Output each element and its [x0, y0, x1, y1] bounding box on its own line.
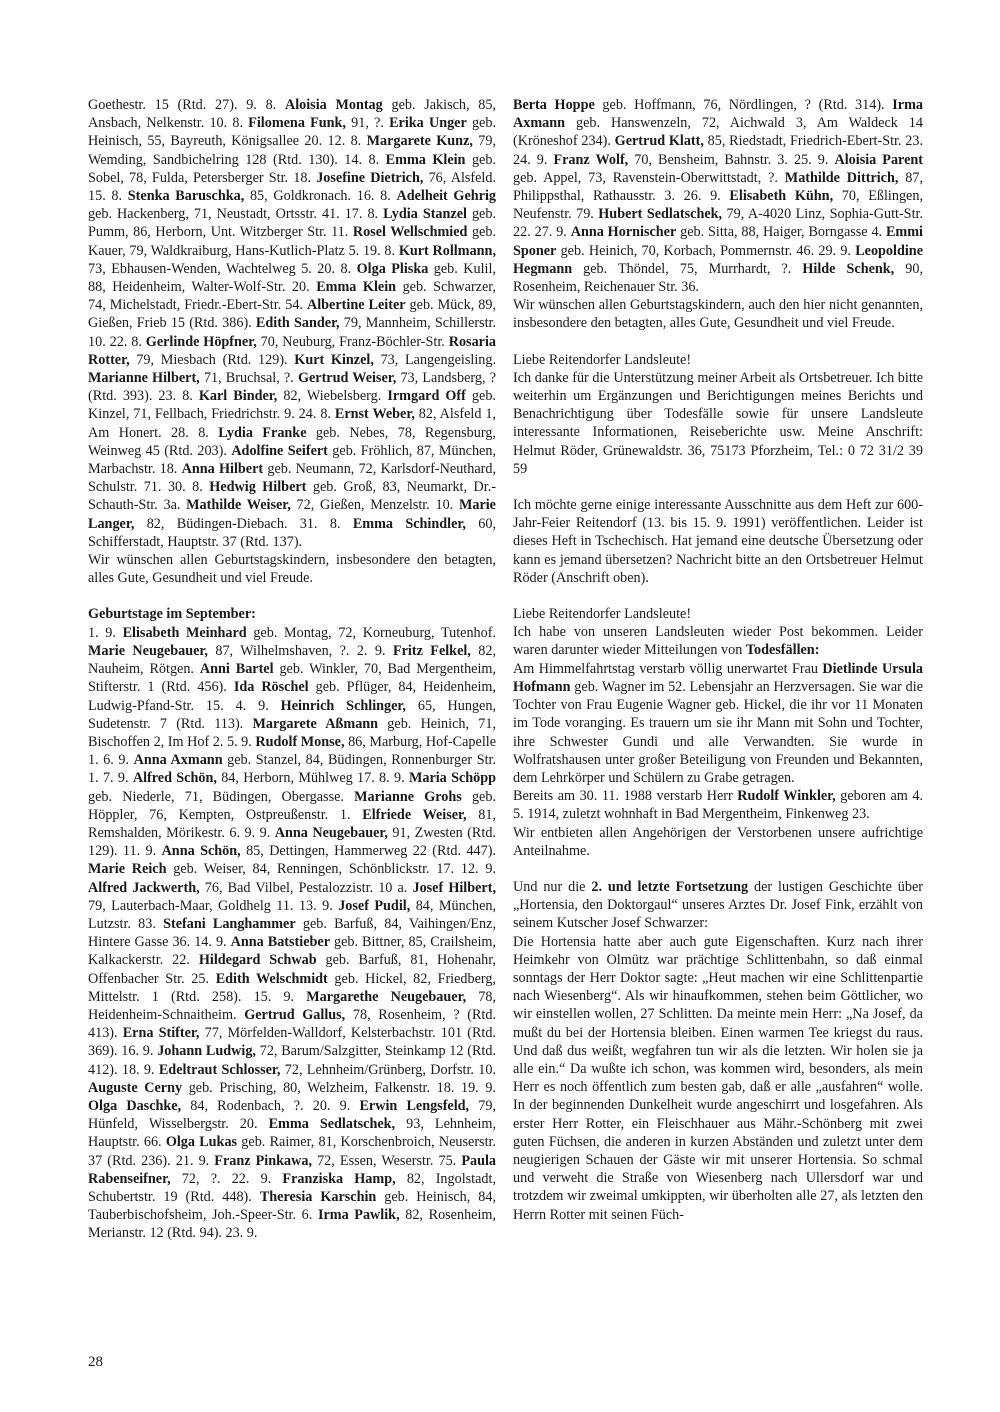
text-run: geb. Fröhlich, 87, München, Marbachstr. 18.	[88, 442, 496, 478]
bold-name: Marianne Grohs	[354, 788, 462, 805]
text-run: geb. Groß, 83, Neumarkt, Dr.-Schauth-Str. 3a.	[88, 479, 496, 514]
text-run: geb. Prisching, 80, Welzheim, Falkenstr. 18. 19. 9.	[182, 1079, 496, 1096]
text-run: 78, Rosenheim, ? (Rtd. 413).	[88, 1006, 496, 1042]
text-run: geb. Heinich, 70, Korbach, Pommernstr. 46. 29. 9.	[556, 242, 856, 259]
text-run: geb. Thöndel, 75, Murrhardt, ?.	[572, 260, 803, 277]
bold-name: Rosaria Rotter,	[88, 333, 496, 368]
text-run: 84, Herborn, Mühlweg 17. 8. 9.	[216, 770, 409, 787]
text-run: 86, Marburg, Hof-Capelle 1. 6. 9.	[88, 733, 497, 769]
bold-name: Stefani Langhammer	[163, 915, 296, 932]
bold-name: Irma Pawlik,	[317, 1207, 400, 1224]
bold-name: Erika Unger	[389, 115, 467, 132]
september-birthday-list	[88, 624, 496, 1243]
letter-salutation-2: Liebe Reitendorfer Landsleute!	[513, 606, 692, 623]
text-run: Bereits am 30. 11. 1988 verstarb Herr	[513, 788, 738, 805]
bold-name: Berta Hoppe	[513, 97, 595, 113]
text-run: der lustigen Geschichte über „Hortensia, den Doktorgaul“ unseres Arztes Dr. Josef Fink, erzählt von seinem Kutscher Josef Schwarzer:	[513, 878, 923, 932]
bold-name: Alfred Jackwerth,	[88, 879, 200, 896]
text-run: 73, Landsberg, ? (Rtd. 393). 23. 8.	[88, 370, 496, 405]
bold-name: 2. und letzte Fortsetzung	[591, 878, 749, 895]
text-run: 81, Remshalden, Mörikestr. 6. 9. 9.	[88, 806, 497, 841]
text-run: 79, Mannheim, Schillerstr. 10. 22. 8.	[88, 315, 496, 350]
september-birthday-list-continued	[513, 96, 923, 296]
bold-name: Gertrud Klatt,	[614, 133, 704, 150]
text-run: 79, Miesbach (Rtd. 129).	[129, 351, 295, 368]
bold-name: Edith Sander,	[255, 315, 340, 332]
text-run: 91, ?.	[345, 115, 390, 132]
text-run: 73, Langengeisling.	[373, 351, 497, 368]
text-run: geb. Hanswenzeln, 72, Aichwald 3, Am Waldeck 14 (Kröneshof 234).	[513, 115, 923, 150]
bold-name: Ernst Weber,	[334, 406, 415, 423]
text-run: 72, Lehnheim/Grünberg, Dorfstr. 10.	[280, 1061, 496, 1078]
text-run: 91, Zwesten (Rtd. 129). 11. 9.	[88, 824, 496, 860]
bold-name: Franz Pinkawa,	[214, 1152, 312, 1169]
text-run: geb. Winkler, 70, Bad Mergentheim, Stifterstr. 1 (Rtd. 456).	[88, 661, 496, 696]
text-run: geb. Hickel, 82, Friedberg, Mittelstr. 1 (Rtd. 258). 15. 9.	[88, 970, 497, 1005]
bold-name: Anni Bartel	[199, 661, 274, 678]
bold-name: Rosel Wellschmied	[352, 224, 468, 241]
bold-name: Auguste Cerny	[88, 1079, 183, 1096]
bold-name: Franz Wolf,	[553, 151, 629, 168]
text-run: geb. Appel, 73, Ravenstein-Oberwittstadt, ?.	[513, 169, 785, 186]
bold-name: Gertrud Weiser,	[297, 370, 397, 387]
letter-body: Ich danke für die Unterstützung meiner Arbeit als Ortsbetreuer. Ich bitte weiterhin um Ergänzungen und Berichtigungen meines Berichts und Benachrichtigung über Todesfälle sowie für unsere Landsleute interessante Informationen, Reiseberichte usw. Meine Anschrift: Helmut Röder, Grünewaldstr. 36, 75173 Pforzheim, Tel.: 0 72 31/2 39 59	[513, 369, 923, 477]
bold-name: Josef Pudil,	[338, 897, 411, 914]
bold-name: Josefine Dietrich,	[316, 169, 424, 186]
bold-name: Olga Pliska	[356, 260, 429, 277]
bold-name: Edith Welschmidt	[215, 970, 328, 987]
text-run: 82, Rosenheim, Merianstr. 12 (Rtd. 94). 23. 9.	[88, 1207, 496, 1242]
text-run: geb. Nebes, 78, Regensburg, Weinweg 45 (Rtd. 203).	[88, 424, 496, 459]
bold-name: Margarete Kunz,	[366, 133, 473, 150]
text-run: 84, München, Lutzstr. 83.	[88, 897, 497, 932]
text-run: 82, Büdingen-Diebach. 31. 8.	[134, 515, 353, 532]
bold-name: Anna Hornischer	[570, 224, 677, 241]
text-run: geb. Heinisch, 55, Bayreuth, Königsallee 20. 12. 8.	[88, 115, 496, 150]
bold-name: Hubert Sedlatschek,	[598, 206, 723, 223]
text-run: geb. Heinisch, 84, Tauberbischofsheim, Joh.-Speer-Str. 6.	[88, 1188, 496, 1224]
text-run: 93, Lehnheim, Hauptstr. 66.	[88, 1116, 496, 1151]
text-run: 85, Riedstadt, Friedrich-Ebert-Str. 23. 24. 9.	[513, 133, 924, 168]
text-run: 60, Schifferstadt, Hauptstr. 37 (Rtd. 137).	[88, 515, 496, 550]
text-run: geb. Kinzel, 71, Fellbach, Friedrichstr. 9. 24. 8.	[88, 388, 496, 423]
bold-name: Fritz Felkel,	[392, 642, 471, 659]
bold-name: Emma Sedlatschek,	[268, 1116, 396, 1133]
page-number: 28	[88, 1354, 103, 1370]
bold-name: Theresia Karschin	[259, 1188, 377, 1205]
bold-name: Kurt Rollmann,	[398, 242, 496, 259]
text-run: geb. Heinich, 71, Bischoffen 2, Im Hof 2. 5. 9.	[88, 715, 496, 750]
bold-name: Mathilde Weiser,	[186, 497, 291, 514]
text-run: 82, Ingolstadt, Schubertstr. 19 (Rtd. 448).	[88, 1170, 497, 1205]
bold-name: Rudolf Winkler,	[737, 788, 836, 805]
bold-name: Edeltraut Schlosser,	[158, 1061, 281, 1078]
bold-name: Elisabeth Meinhard	[122, 624, 247, 641]
bold-name: Gertrud Gallus,	[244, 1006, 346, 1023]
story-body: Die Hortensia hatte aber auch gute Eigenschaften. Kurz nach ihrer Heimkehr von Olmütz war prächtige Schlittenbahn, so daß einmal sonntags der Herr Doktor sagte: „Heut machen wir eine Schlittenpartie nach Wiesenberg“. Als wir hinaufkommen, stehen beim Göttlicher, wo wir einstellen wollen, 27 Schlitten. Da meinte mein Herr: „Na Josef, da mußt du bei der Hortensia bleiben. Einen warmen Tee kriegst du raus. Und daß dus weißt, wegfahren tun wir als die letzten. Wir holen sie ja alle ein.“ Da wußte ich schon, was kommen wird, besonders, als mein Herr es noch öffentlich zum besten gab, daß er alle „ausfahren“ wolle. In der beginnenden Dunkelheit wurde angeschirrt und losgefahren. Als erster Herr Rotter, ein Fleischhauer aus Mähr.-Schönberg mit zwei guten Füchsen, die anderen in kurzen Abständen und zuletzt unter dem neugierigen Schauen der Gäste wir mit unserer Hortensia. So schmal und verweht die Straße von Wiesenberg nach Ullersdorf war und trotzdem wir zweimal umkippten, wir überholten alle 27, als letzten den Herrn Rotter mit seinen Füch-	[513, 933, 923, 1223]
august-birthday-list	[88, 96, 496, 551]
bold-name: Mathilde Dittrich,	[784, 169, 899, 186]
text-run: 79, Hünfeld, Wisselbergstr. 20.	[88, 1097, 497, 1133]
september-wish: Wir wünschen allen Geburtstagskindern, auch den hier nicht genannten, insbesondere den betagten, alles Gute, Gesundheit und viel Freude.	[513, 297, 923, 332]
bold-name: Filomena Funk,	[248, 115, 346, 132]
text-run: geboren am 4. 5. 1914, zuletzt wohnhaft in Bad Mergentheim, Finkenweg 23.	[513, 788, 923, 823]
right-column	[513, 96, 923, 1224]
text-run: 90, Rosenheim, Reichenauer Str. 36.	[513, 260, 924, 296]
text-run: geb. Pumm, 86, Herborn, Unt. Witzberger Str. 11.	[88, 206, 496, 241]
bold-name: Hildegard Schwab	[198, 952, 317, 969]
text-run: 87, Wilhelmshaven, ?. 2. 9.	[207, 642, 393, 659]
text-run: 79, Lauterbach-Maar, Goldhelg 11. 13. 9.	[88, 897, 339, 914]
bold-name: Irmgard Off	[387, 388, 466, 405]
bold-name: Heinrich Schlinger,	[280, 697, 406, 714]
text-run: Goethestr. 15 (Rtd. 27). 9. 8.	[88, 97, 285, 113]
bold-name: Franziska Hamp,	[282, 1170, 396, 1187]
bold-name: Marianne Hilbert,	[88, 370, 200, 387]
text-run: 79, Wemding, Sandbichelring 128 (Rtd. 130). 14. 8.	[88, 133, 497, 168]
bold-name: Leopoldine Hegmann	[513, 242, 923, 277]
text-run: 72, Essen, Weserstr. 75.	[312, 1152, 462, 1169]
bold-name: Adelheit Gehrig	[396, 188, 496, 205]
text-run: geb. Wagner im 52. Lebensjahr an Herzversagen. Sie war die Tochter von Frau Eugenie Wagner geb. Hickel, die ihr vor 11 Monaten im Tode voranging. Es trauern um sie ihr Mann mit Sohn und Tochter, ihre Schwester Gundi und alle Verwandten. Sie wurde in Wolfratshausen unter großer Beteiligung von Freunden und Bekannten, dem Lehrkörper und Schülern zu Grabe getragen.	[513, 678, 923, 786]
bold-name: Margarete Aßmann	[252, 715, 379, 732]
death-notice-hofmann	[513, 660, 923, 787]
bold-name: Emma Klein	[385, 151, 466, 168]
bold-name: Anna Neugebauer,	[274, 824, 388, 841]
text-run: geb. Jakisch, 85, Ansbach, Nelkenstr. 10. 8.	[88, 97, 496, 132]
text-run: 70, Neuburg, Franz-Böchler-Str.	[256, 333, 449, 350]
text-run: geb. Mück, 89, Gießen, Frieb 15 (Rtd. 386).	[88, 297, 496, 332]
text-run: 84, Rodenbach, ?. 20. 9.	[181, 1097, 360, 1114]
bold-name: Anna Axmann	[133, 752, 223, 769]
text-run: 65, Hungen, Sudetenstr. 7 (Rtd. 113).	[88, 697, 496, 732]
bold-name: Emma Schindler,	[352, 515, 466, 532]
bold-name: Anna Schön,	[161, 843, 241, 860]
bold-name: Marie Langer,	[88, 497, 496, 532]
text-run: geb. Weiser, 84, Renningen, Schönblickstr. 17. 12. 9.	[166, 861, 497, 878]
text-run: 71, Bruchsal, ?.	[199, 370, 298, 387]
bold-name: Anna Batstieber	[230, 934, 330, 951]
deaths-intro	[513, 623, 923, 659]
text-run: 72, Barum/Salzgitter, Steinkamp 12 (Rtd. 412). 18. 9.	[88, 1043, 496, 1078]
deaths-intro-text: Ich habe von unseren Landsleuten wieder Post bekommen. Leider waren darunter wieder Mitteilungen von	[513, 624, 923, 659]
text-run: 85, Goldkronach. 16. 8.	[244, 188, 397, 205]
bold-name: Lydia Franke	[218, 424, 307, 441]
text-run: 87, Philippsthal, Rathausstr. 3. 26. 9.	[513, 169, 923, 205]
text-run: geb. Sitta, 88, Haiger, Borngasse 4.	[676, 224, 886, 241]
bold-name: Hedwig Hilbert	[209, 479, 307, 496]
bold-name: Johann Ludwig,	[157, 1043, 256, 1060]
text-run: 82, Nauheim, Rötgen.	[88, 642, 496, 678]
text-run: geb. Bittner, 85, Crailsheim, Kalkackerstr. 22.	[88, 934, 497, 969]
text-run: Am Himmelfahrtstag verstarb völlig unerwartet Frau	[513, 660, 823, 677]
text-run: geb. Höppler, 76, Kempten, Ostpreußenstr. 1.	[88, 788, 496, 823]
bold-name: Stenka Baruschka,	[127, 188, 245, 205]
bold-name: Alfred Schön,	[132, 770, 217, 787]
bold-name: Aloisia Montag	[284, 97, 383, 113]
bold-name: Ida Röschel	[233, 679, 309, 696]
letter-salutation: Liebe Reitendorfer Landsleute!	[513, 351, 692, 368]
bold-name: Emmi Sponer	[513, 224, 923, 259]
bold-name: Olga Daschke,	[88, 1097, 182, 1114]
text-run: geb. Pflüger, 84, Heidenheim, Ludwig-Pfand-Str. 15. 4. 9.	[88, 679, 496, 714]
text-run: 76, Alsfeld. 15. 8.	[88, 169, 497, 205]
bold-name: Josef Hilbert,	[412, 879, 496, 896]
text-run: geb. Kulil, 88, Heidenheim, Walter-Wolf-Str. 20.	[88, 260, 496, 296]
text-run: geb. Barfuß, 81, Hohenahr, Offenbacher Str. 25.	[88, 952, 496, 987]
bold-name: Maria Schöpp	[408, 770, 497, 787]
september-heading: Geburtstage im September:	[88, 606, 256, 623]
text-run: 79, A-4020 Linz, Sophia-Gutt-Str. 22. 27. 9.	[513, 206, 924, 241]
bold-name: Karl Binder,	[198, 388, 278, 405]
text-run: 73, Ebhausen-Wenden, Wachtelweg 5. 20. 8.	[88, 260, 357, 277]
bold-name: Elisabeth Kühn,	[729, 188, 834, 205]
bold-name: Marie Reich	[88, 861, 167, 878]
bold-name: Hilde Schenk,	[802, 260, 895, 277]
bold-name: Gerlinde Höpfner,	[145, 333, 257, 350]
bold-name: Elfriede Weiser,	[362, 806, 467, 823]
bold-name: Emma Klein	[316, 279, 397, 296]
text-run: Und nur die	[513, 878, 592, 895]
bold-name: Anna Hilbert	[181, 461, 264, 478]
text-run: 82, Wiebelsberg.	[277, 388, 388, 405]
deaths-intro-bold: Todesfällen:	[745, 642, 820, 659]
text-run: 78, Heidenheim-Schnaitheim.	[88, 988, 496, 1023]
bold-name: Aloisia Parent	[834, 151, 924, 168]
text-run: 72, ?. 22. 9.	[170, 1170, 283, 1187]
death-notice-winkler	[513, 787, 923, 823]
text-run: 77, Mörfelden-Walldorf, Kelsterbachstr. 101 (Rtd. 369). 16. 9.	[88, 1025, 496, 1060]
text-run: geb. Niederle, 71, Büdingen, Obergasse.	[88, 788, 355, 805]
bold-name: Albertine Leiter	[306, 297, 406, 314]
bold-name: Dietlinde Ursula Hofmann	[513, 660, 923, 695]
bold-name: Marie Neugebauer,	[88, 642, 208, 659]
bold-name: Kurt Kinzel,	[294, 351, 374, 368]
text-run: geb. Montag, 72, Korneuburg, Tutenhof.	[246, 624, 496, 641]
text-run: geb. Schwarzer, 74, Michelstadt, Friedr.-Ebert-Str. 54.	[88, 279, 496, 314]
bold-name: Adolfine Seifert	[231, 442, 328, 459]
text-run: 70, Eßlingen, Neufenstr. 79.	[513, 188, 923, 223]
bold-name: Erwin Lengsfeld,	[359, 1097, 470, 1114]
text-run: 85, Dettingen, Hammerweg 22 (Rtd. 447).	[240, 843, 497, 860]
bold-name: Rudolf Monse,	[255, 733, 345, 750]
left-column	[88, 96, 496, 1243]
story-intro	[513, 878, 923, 933]
bold-name: Erna Stifter,	[122, 1025, 200, 1042]
text-run: geb. Barfuß, 84, Vaihingen/Enz, Hintere Gasse 36. 14. 9.	[88, 915, 496, 951]
condolence: Wir entbieten allen Angehörigen der Verstorbenen unsere aufrichtige Anteilnahme.	[513, 824, 923, 859]
bold-name: Margarethe Neugebauer,	[306, 988, 467, 1005]
bold-name: Paula Rabenseifner,	[88, 1152, 496, 1187]
text-run: 72, Gießen, Menzelstr. 10.	[290, 497, 459, 514]
text-run: geb. Stanzel, 84, Büdingen, Ronnenburger Str. 1. 7. 9.	[88, 752, 497, 787]
text-run: 82, Alsfeld 1, Am Honert. 28. 8.	[88, 406, 496, 441]
bold-name: Lydia Stanzel	[383, 206, 467, 223]
text-run: geb. Neumann, 72, Karlsdorf-Neuthard, Schulstr. 71. 30. 8.	[88, 461, 496, 496]
bold-name: Irma Axmann	[513, 97, 923, 132]
bold-name: Olga Lukas	[165, 1134, 238, 1151]
text-run: geb. Sobel, 78, Fulda, Petersberger Str. 18.	[88, 151, 496, 186]
text-run: geb. Hackenberg, 71, Neustadt, Ortsstr. 41. 17. 8.	[88, 206, 384, 223]
text-run: geb. Kauer, 79, Waldkraiburg, Hans-Kutlich-Platz 5. 19. 8.	[88, 224, 496, 259]
text-run: geb. Hoffmann, 76, Nördlingen, ? (Rtd. 314).	[594, 97, 893, 113]
text-run: geb. Raimer, 81, Korschenbroich, Neuserstr. 37 (Rtd. 236). 21. 9.	[88, 1134, 497, 1169]
text-run: 1. 9.	[88, 624, 123, 641]
heft-paragraph: Ich möchte gerne einige interessante Ausschnitte aus dem Heft zur 600-Jahr-Feier Reitendorf (13. bis 15. 9. 1991) veröffentlichen. Leider ist dieses Heft in Tschechisch. Hat jemand eine deutsche Übersetzung oder kann es jemand übersetzen? Nachricht bitte an den Ortsbetreuer Helmut Röder (Anschrift oben).	[513, 497, 923, 586]
august-wish: Wir wünschen allen Geburtstagskindern, insbesondere den betagten, alles Gute, Gesundheit und viel Freude.	[88, 552, 496, 587]
text-run: 70, Bensheim, Bahnstr. 3. 25. 9.	[628, 151, 835, 168]
text-run: 76, Bad Vilbel, Pestalozzistr. 10 a.	[199, 879, 413, 896]
